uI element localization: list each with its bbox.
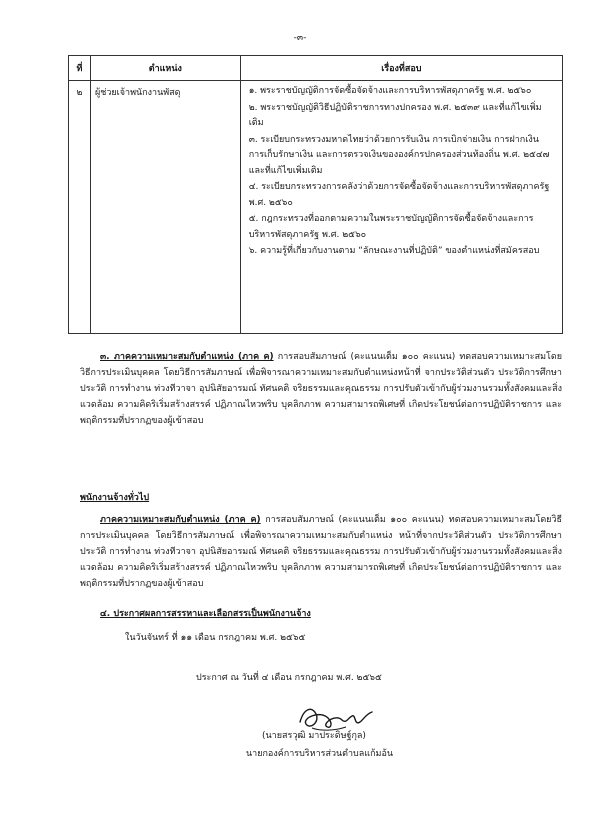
section-4-heading: ๔. ประกาศผลการสรรหาและเลือกสรรเป็นพนักงานจ้าง <box>100 609 311 619</box>
header-position: ตำแหน่ง <box>90 56 240 81</box>
section-3-body: การสอบสัมภาษณ์ (คะแนนเต็ม ๑๐๐ คะแนน) ทดสอบความเหมาะสมโดยวิธีการประเมินบุคคล โดยวิธีการสัมภาษณ์ เพื่อพิจารณาความเหมาะสมกับตำแหน่งหน้าที่ จากประวัติส่วนตัว ประวัติการศึกษา ประวัติ การทำงาน ท่วงทีวาจา อุปนิสัยอารมณ์ ทัศนคติ จริยธรรมและคุณธรรม การปรับตัวเข้ากับผู้ร่วมงานรวมทั้งสังคมและสิ่งแวดล้อม ความคิดริเริ่มสร้างสรรค์ ปฏิภาณไหวพริบ บุคลิกภาพ ความสามารถพิเศษที่ เกิดประโยชน์ต่อการปฏิบัติราชการ และพฤติกรรมที่ปรากฏของผู้เข้าสอบ <box>80 352 562 426</box>
row-no: ๒ <box>69 81 91 334</box>
topic-item: ๔. ระเบียบกระทรวงการคลังว่าด้วยการจัดซื้อจัดจ้างและการบริหารพัสดุภาครัฐ พ.ศ. ๒๕๖๐ <box>248 182 550 208</box>
signatory-title: นายกองค์การบริหารส่วนตำบลแก้มอ้น <box>246 749 394 759</box>
page-number: -๓- <box>293 33 307 43</box>
header-topic: เรื่องที่สอบ <box>240 56 562 81</box>
section-4 <box>80 606 562 622</box>
topic-item: ๑. พระราชบัญญัติการจัดซื้อจัดจ้างและการบริหารพัสดุภาครัฐ พ.ศ. ๒๕๖๐ <box>248 86 532 96</box>
topic-item: ๓. ระเบียบกระทรวงมหาดไทยว่าด้วยการรับเงิน การเบิกจ่ายเงิน การฝากเงิน การเก็บรักษาเงิน และการตรวจเงินขององค์กรปกครองส่วนท้องถิ่น พ.ศ. ๒๕๔๗ และที่แก้ไขเพิ่มเติม <box>248 134 550 176</box>
table-header-row <box>69 56 563 81</box>
general-staff-body: การสอบสัมภาษณ์ (คะแนนเต็ม ๑๐๐ คะแนน) ทดสอบความเหมาะสมโดยวิธีการประเมินบุคคล โดยวิธีการสัมภาษณ์ เพื่อพิจารณาความเหมาะสมกับตำแหน่ง หน้าที่จากประวัติส่วนตัว ประวัติการศึกษา ประวัติ การทำงาน ท่วงทีวาจา อุปนิสัยอารมณ์ ทัศนคติ จริยธรรมและคุณธรรม การปรับตัวเข้ากับผู้ร่วมงานรวมทั้งสังคมและสิ่งแวดล้อม ความคิดริเริ่มสร้างสรรค์ ปฏิภาณไหวพริบ บุคลิกภาพ ความสามารถพิเศษที่ เกิดประโยชน์ต่อการปฏิบัติราชการ และพฤติกรรมที่ปรากฏของผู้เข้าสอบ <box>80 515 562 589</box>
topic-item: ๖. ความรู้ที่เกี่ยวกับงานตาม “ลักษณะงานที่ปฏิบัติ” ของตำแหน่งที่สมัครสอบ <box>248 246 540 256</box>
section-3 <box>80 349 562 429</box>
table-row <box>69 81 563 334</box>
announcement-date: ประกาศ ณ วันที่ ๔ เดือน กรกฎาคม พ.ศ. ๒๕๖๕ <box>196 673 382 683</box>
header-no: ที่ <box>69 56 91 81</box>
general-staff-section <box>80 512 562 592</box>
result-date: ในวันจันทร์ ที่ ๑๑ เดือน กรกฎาคม พ.ศ. ๒๕๖๕ <box>125 633 306 643</box>
row-topics <box>240 81 562 334</box>
row-position: ผู้ช่วยเจ้าพนักงานพัสดุ <box>90 81 240 334</box>
general-staff-heading: ภาคความเหมาะสมกับตำแหน่ง (ภาค ค) <box>100 515 261 525</box>
signatory-name: (นายสรวุฒิ มาประดิษฐ์กุล) <box>262 731 366 741</box>
general-staff-title: พนักงานจ้างทั่วไป <box>80 493 150 503</box>
topic-item: ๕. กฎกระทรวงที่ออกตามความในพระราชบัญญัติการจัดซื้อจัดจ้างและการบริหารพัสดุภาครัฐ พ.ศ. ๒๕๖๐ <box>248 214 534 240</box>
exam-topics-table <box>68 55 563 334</box>
general-staff-title-block <box>80 490 562 506</box>
section-3-heading: ๓. ภาคความเหมาะสมกับตำแหน่ง (ภาค ค) <box>100 352 274 362</box>
topic-item: ๒. พระราชบัญญัติวิธีปฏิบัติราชการทางปกครอง พ.ศ. ๒๕๓๙ และที่แก้ไขเพิ่มเติม <box>248 102 542 128</box>
